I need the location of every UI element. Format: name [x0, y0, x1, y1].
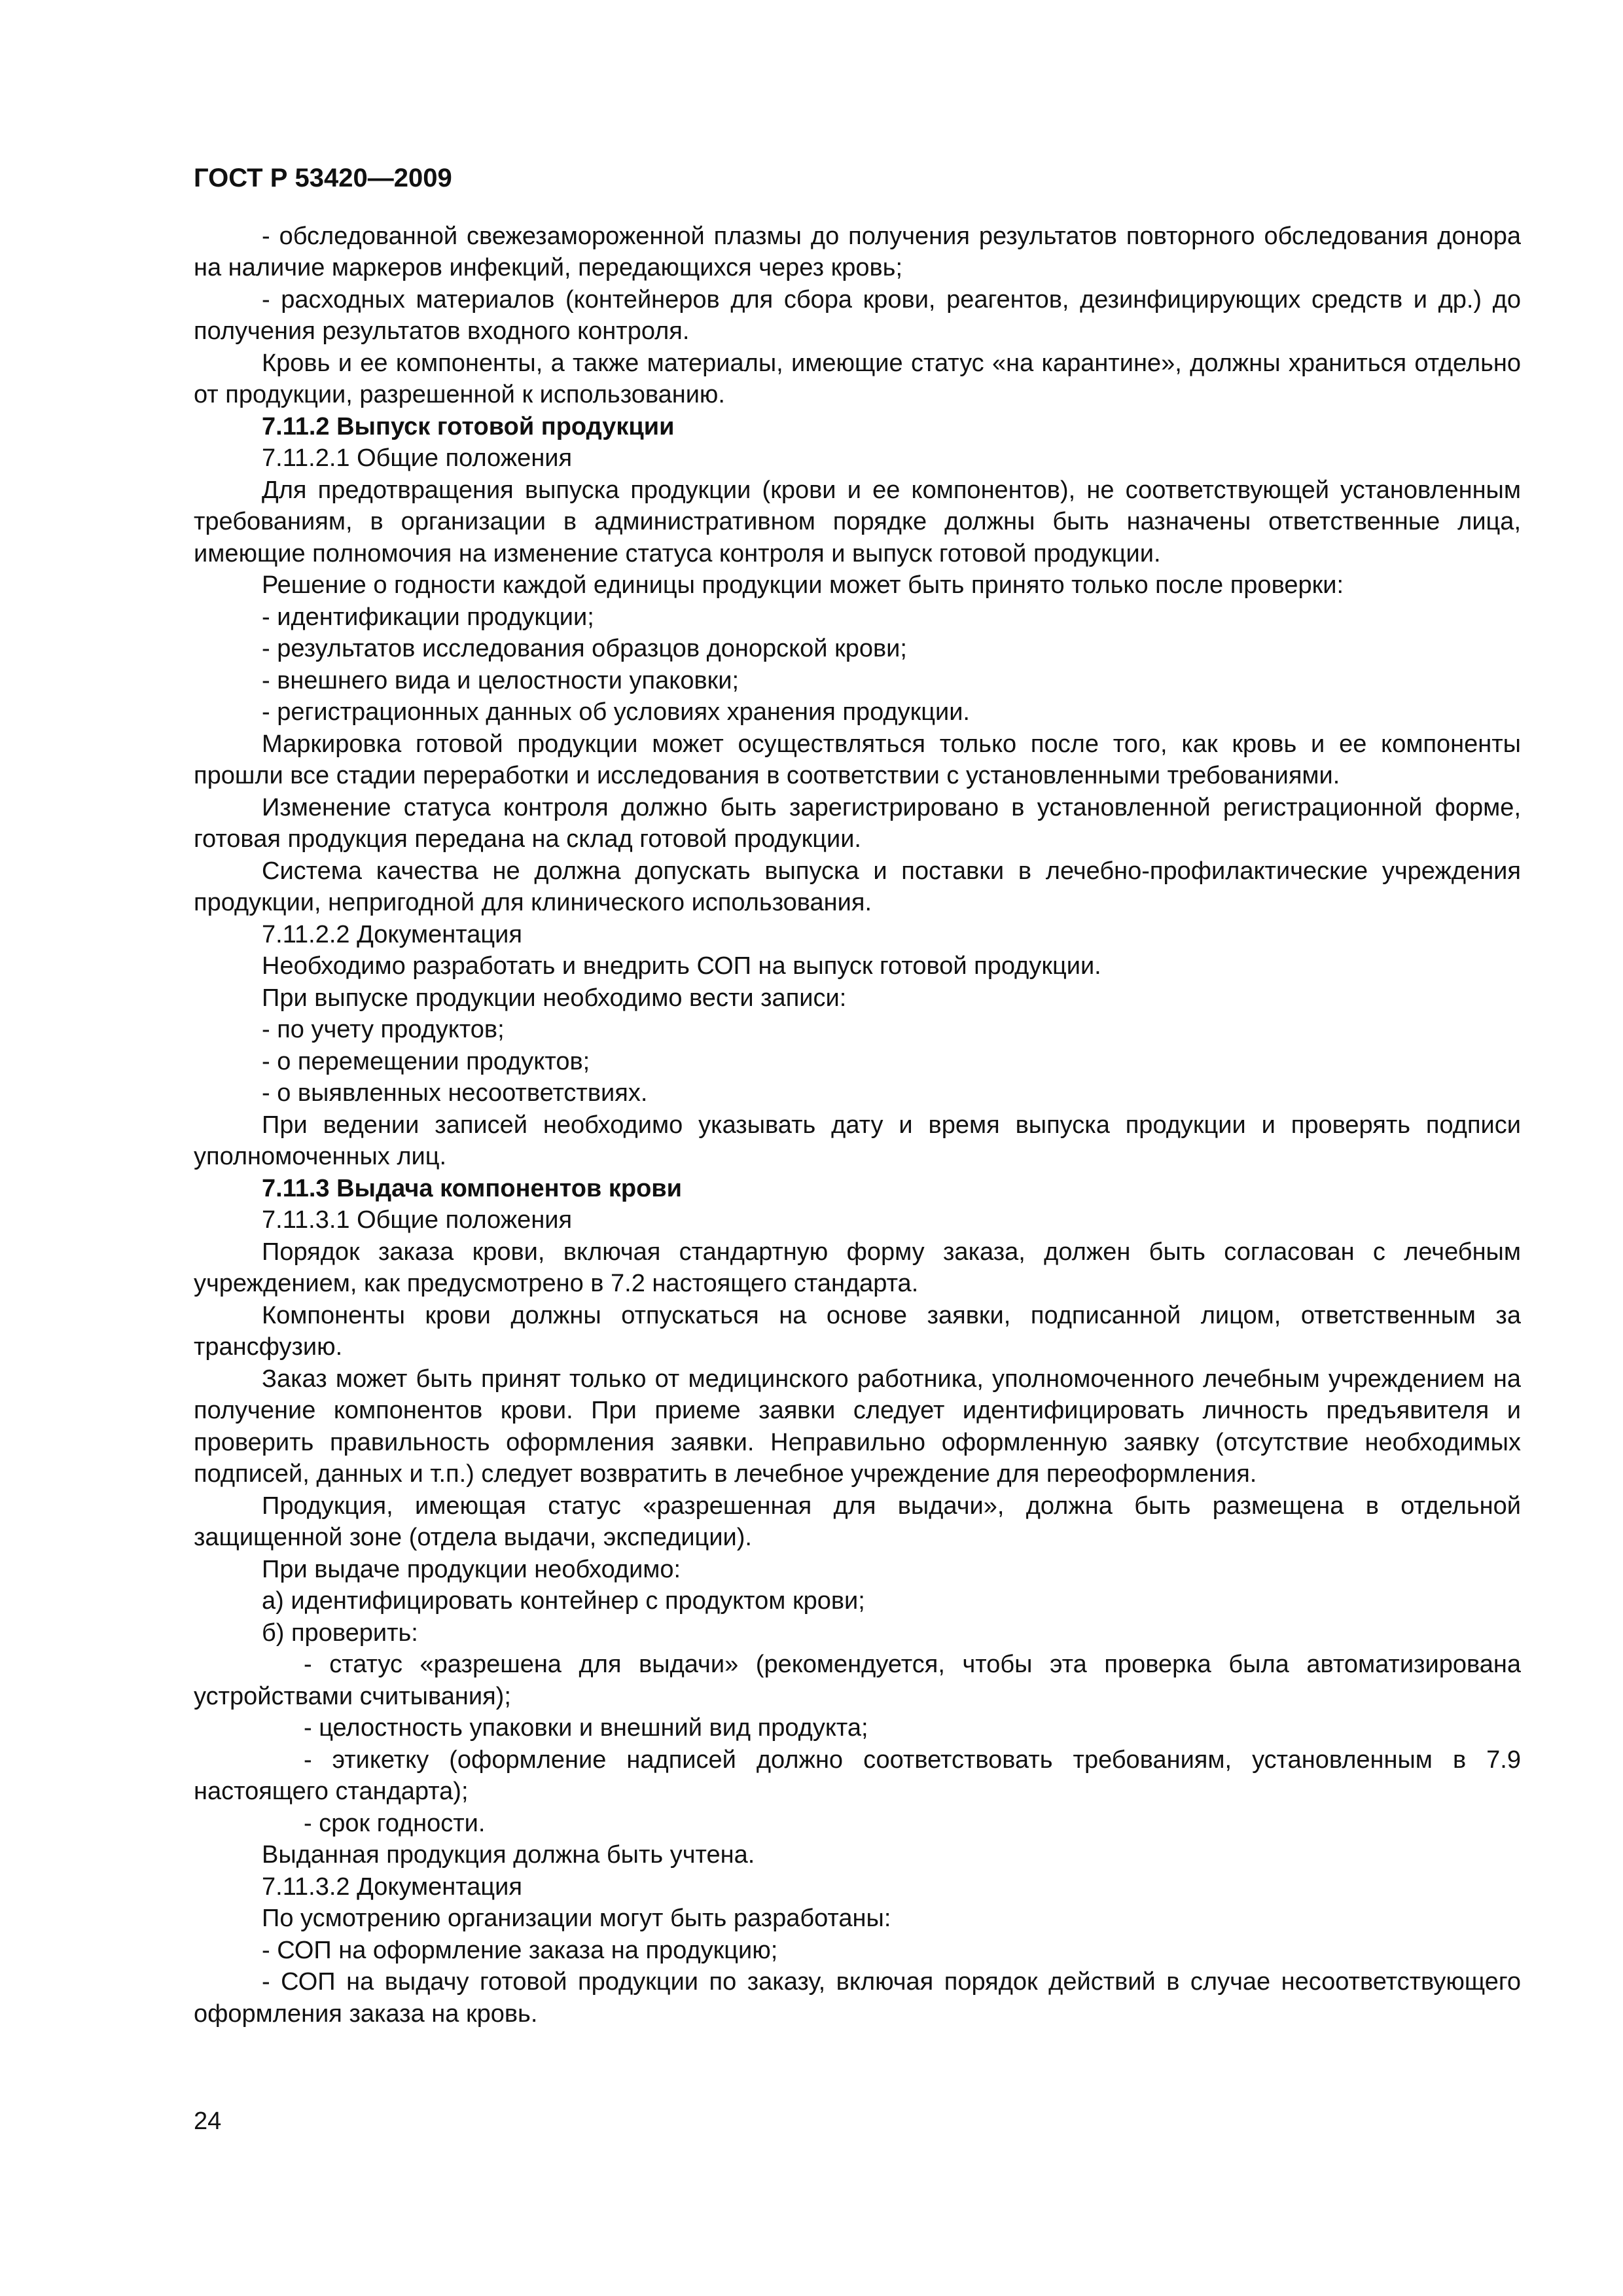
paragraph: Изменение статуса контроля должно быть зарегистрировано в установленной регистрационной форме, готовая продукция передана на склад готовой продукции.	[194, 793, 1521, 853]
paragraph: Заказ может быть принят только от медицинского работника, уполномоченного лечебным учреждением на получение компонентов крови. При приеме заявки следует идентифицировать личность предъявителя и проверить правильность оформления заявки. Неправильно оформленную заявку (отсутствие необходимых подписей, данных и т.п.) следует возвратить в лечебное учреждение для переоформления.	[194, 1365, 1521, 1488]
list-item: а) идентифицировать контейнер с продуктом крови;	[262, 1587, 865, 1615]
section-heading: 7.11.3 Выдача компонентов крови	[262, 1174, 683, 1202]
paragraph: При ведении записей необходимо указывать дату и время выпуска продукции и проверять подписи уполномоченных лиц.	[194, 1111, 1521, 1170]
list-item: б) проверить:	[262, 1619, 418, 1647]
paragraph: Компоненты крови должны отпускаться на основе заявки, подписанной лицом, ответственным за трансфузию.	[194, 1301, 1521, 1361]
list-item: - о перемещении продуктов;	[262, 1047, 590, 1075]
list-item: - целостность упаковки и внешний вид продукта;	[304, 1714, 868, 1742]
list-item: - результатов исследования образцов донорской крови;	[262, 635, 907, 662]
paragraph: Система качества не должна допускать выпуска и поставки в лечебно-профилактические учреждения продукции, непригодной для клинического использования.	[194, 857, 1521, 916]
list-item: - по учету продуктов;	[262, 1016, 505, 1043]
document-page	[194, 162, 1521, 2030]
page-number: 24	[194, 2108, 222, 2135]
paragraph: - обследованной свежезамороженной плазмы до получения результатов повторного обследования донора на наличие маркеров инфекций, передающихся через кровь;	[194, 222, 1521, 281]
list-item: - идентификации продукции;	[262, 603, 594, 631]
section-heading: 7.11.2 Выпуск готовой продукции	[262, 412, 675, 440]
paragraph: Для предотвращения выпуска продукции (крови и ее компонентов), не соответствующей установленным требованиям, в организации в административном порядке должны быть назначены ответственные лица, имеющие полномочия на изменение статуса контроля и выпуск готовой продукции.	[194, 476, 1521, 567]
list-item: - регистрационных данных об условиях хранения продукции.	[262, 698, 970, 726]
paragraph: - расходных материалов (контейнеров для сбора крови, реагентов, дезинфицирующих средств и др.) до получения результатов входного контроля.	[194, 285, 1521, 345]
paragraph: Кровь и ее компоненты, а также материалы, имеющие статус «на карантине», должны храниться отдельно от продукции, разрешенной к использованию.	[194, 349, 1521, 408]
list-item: - СОП на оформление заказа на продукцию;	[262, 1936, 778, 1964]
paragraph: Маркировка готовой продукции может осуществляться только после того, как кровь и ее компоненты прошли все стадии переработки и исследования в соответствии с установленными требованиями.	[194, 730, 1521, 789]
list-item: - внешнего вида и целостности упаковки;	[262, 666, 740, 694]
paragraph: Выданная продукция должна быть учтена.	[262, 1841, 755, 1869]
paragraph: Необходимо разработать и внедрить СОП на выпуск готовой продукции.	[262, 952, 1101, 980]
document-header: ГОСТ Р 53420—2009	[194, 164, 452, 192]
list-item: - этикетку (оформление надписей должно соответствовать требованиям, установленным в 7.9 настоящего стандарта);	[194, 1746, 1521, 1805]
paragraph: При выдаче продукции необходимо:	[262, 1555, 681, 1583]
paragraph: Порядок заказа крови, включая стандартную форму заказа, должен быть согласован с лечебным учреждением, как предусмотрено в 7.2 настоящего стандарта.	[194, 1238, 1521, 1297]
paragraph: Решение о годности каждой единицы продукции может быть принято только после проверки:	[262, 571, 1344, 599]
paragraph: По усмотрению организации могут быть разработаны:	[262, 1905, 891, 1932]
list-item: - срок годности.	[304, 1809, 486, 1837]
list-item: - о выявленных несоответствиях.	[262, 1079, 648, 1107]
paragraph: При выпуске продукции необходимо вести записи:	[262, 984, 847, 1012]
list-item: - СОП на выдачу готовой продукции по заказу, включая порядок действий в случае несоответствующего оформления заказа на кровь.	[194, 1968, 1521, 2028]
paragraph: Продукция, имеющая статус «разрешенная для выдачи», должна быть размещена в отдельной защищенной зоне (отдела выдачи, экспедиции).	[194, 1492, 1521, 1551]
subsection-heading: 7.11.2.2 Документация	[262, 920, 522, 948]
list-item: - статус «разрешена для выдачи» (рекомендуется, чтобы эта проверка была автоматизирована устройствами считывания);	[194, 1651, 1521, 1710]
subsection-heading: 7.11.2.1 Общие положения	[262, 444, 573, 472]
subsection-heading: 7.11.3.2 Документация	[262, 1873, 522, 1901]
subsection-heading: 7.11.3.1 Общие положения	[262, 1206, 573, 1234]
